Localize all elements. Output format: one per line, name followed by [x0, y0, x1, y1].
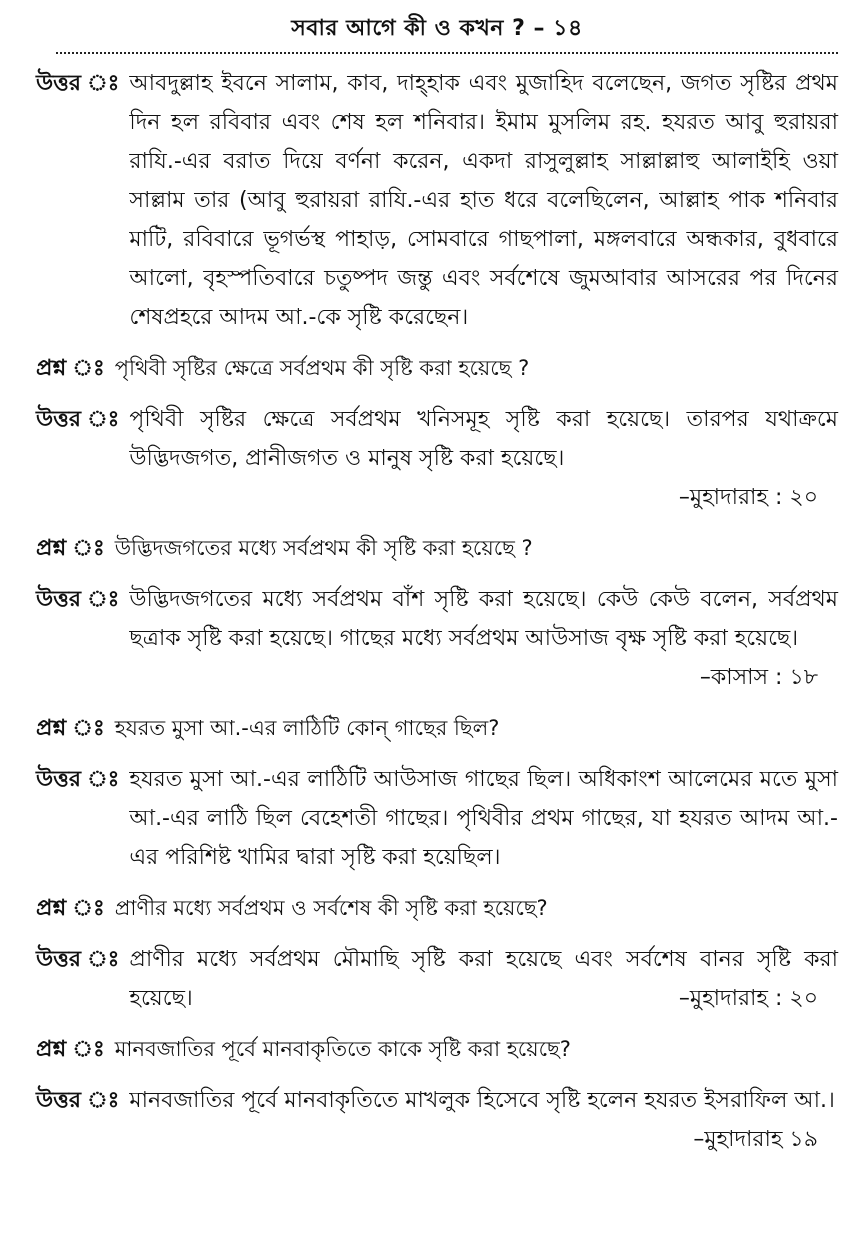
answer-text: আবদুল্লাহ ইবনে সালাম, কাব, দাহ্‌হাক এবং মুজাহিদ বলেছেন, জগত সৃষ্টির প্রথম দিন হল রবিবার এবং শেষ হল শনিবার। ইমাম মুসলিম রহ. হযরত আবু হুরায়রা রাযি.-এর বরাত দিয়ে বর্ণনা করেন, একদা রাসুলুল্লাহ সাল্লাল্লাহু আলাইহি ওয়া সাল্লাম তার (আবু হুরায়রা রাযি.-এর হাত ধরে বলেছিলেন, আল্লাহ পাক শনিবার মাটি, রবিবারে ভূগর্ভস্থ পাহাড়, সোমবারে গাছপালা, মঙ্গলবারে অন্ধকার, বুধবারে আলো, বৃহস্পতিবারে চতুষ্পদ জন্তু এবং সর্বশেষে জুমআবার আসরের পর দিনের শেষপ্রহরে আদম আ.-কে সৃষ্টি করেছেন। — [129, 71, 838, 330]
answer-label: উত্তর ঃ — [36, 767, 120, 792]
answer-label: উত্তর ঃ — [36, 587, 120, 612]
question-text: উদ্ভিদজগতের মধ্যে সর্বপ্রথম কী সৃষ্টি করা হয়েছে ? — [114, 536, 533, 560]
answer-block — [36, 760, 838, 877]
reference-citation: –মুহাদারাহ : ২০ — [678, 986, 818, 1011]
answer-text: উদ্ভিদজগতের মধ্যে সর্বপ্রথম বাঁশ সৃষ্টি করা হয়েছে। কেউ কেউ বলেন, সর্বপ্রথম ছত্রাক সৃষ্টি করা হয়েছে। গাছের মধ্যে সর্বপ্রথম আউসাজ বৃক্ষ সৃষ্টি করা হয়েছে। — [129, 587, 838, 651]
question-block — [36, 1030, 838, 1069]
question-text: মানবজাতির পূর্বে মানবাকৃতিতে কাকে সৃষ্টি করা হয়েছে? — [114, 1037, 571, 1061]
answer-block — [36, 940, 838, 1018]
answer-label: উত্তর ঃ — [36, 407, 120, 432]
question-text: প্রাণীর মধ্যে সর্বপ্রথম ও সর্বশেষ কী সৃষ্টি করা হয়েছে? — [114, 896, 548, 920]
question-label: প্রশ্ন ঃ — [36, 356, 105, 381]
reference-citation: –কাসাস : ১৮ — [699, 665, 818, 690]
question-text: পৃথিবী সৃষ্টির ক্ষেত্রে সর্বপ্রথম কী সৃষ্টি করা হয়েছে ? — [114, 356, 530, 380]
reference-citation: –মুহাদারাহ ১৯ — [693, 1127, 818, 1152]
answer-label: উত্তর ঃ — [36, 947, 120, 972]
answer-block — [36, 580, 838, 697]
answer-block — [36, 1081, 838, 1159]
question-block — [36, 529, 838, 568]
question-label: প্রশ্ন ঃ — [36, 716, 105, 741]
question-label: প্রশ্ন ঃ — [36, 536, 105, 561]
answer-text: পৃথিবী সৃষ্টির ক্ষেত্রে সর্বপ্রথম খনিসমূহ সৃষ্টি করা হয়েছে। তারপর যথাক্রমে উদ্ভিদজগত, প্রানীজগত ও মানুষ সৃষ্টি করা হয়েছে। — [129, 407, 838, 471]
question-label: প্রশ্ন ঃ — [36, 896, 105, 921]
answer-label: উত্তর ঃ — [36, 71, 120, 96]
question-block — [36, 349, 838, 388]
answer-text: হযরত মুসা আ.-এর লাঠিটি আউসাজ গাছের ছিল। অধিকাংশ আলেমের মতে মুসা আ.-এর লাঠি ছিল বেহেশতী গাছের। পৃথিবীর প্রথম গাছের, যা হযরত আদম আ.-এর পরিশিষ্ট খামির দ্বারা সৃষ্টি করা হয়েছিল। — [129, 767, 838, 870]
reference-citation: –মুহাদারাহ : ২০ — [678, 485, 818, 510]
answer-text: মানবজাতির পূর্বে মানবাকৃতিতে মাখলুক হিসেবে সৃষ্টি হলেন হযরত ইসরাফিল আ.। — [129, 1088, 835, 1113]
answer-block — [36, 400, 838, 517]
answer-text: প্রাণীর মধ্যে সর্বপ্রথম মৌমাছি সৃষ্টি করা হয়েছে এবং সর্বশেষ বানর সৃষ্টি করা হয়েছে। — [129, 947, 838, 1011]
question-label: প্রশ্ন ঃ — [36, 1037, 105, 1062]
header-dotted-rule — [56, 52, 838, 54]
answer-label: উত্তর ঃ — [36, 1088, 120, 1113]
page-title: সবার আগে কী ও কখন ? – ১৪ — [291, 16, 583, 41]
question-text: হযরত মুসা আ.-এর লাঠিটি কোন্ গাছের ছিল? — [114, 716, 500, 740]
answer-block — [36, 64, 838, 337]
question-block — [36, 889, 838, 928]
page-header — [36, 0, 838, 52]
question-block — [36, 709, 838, 748]
